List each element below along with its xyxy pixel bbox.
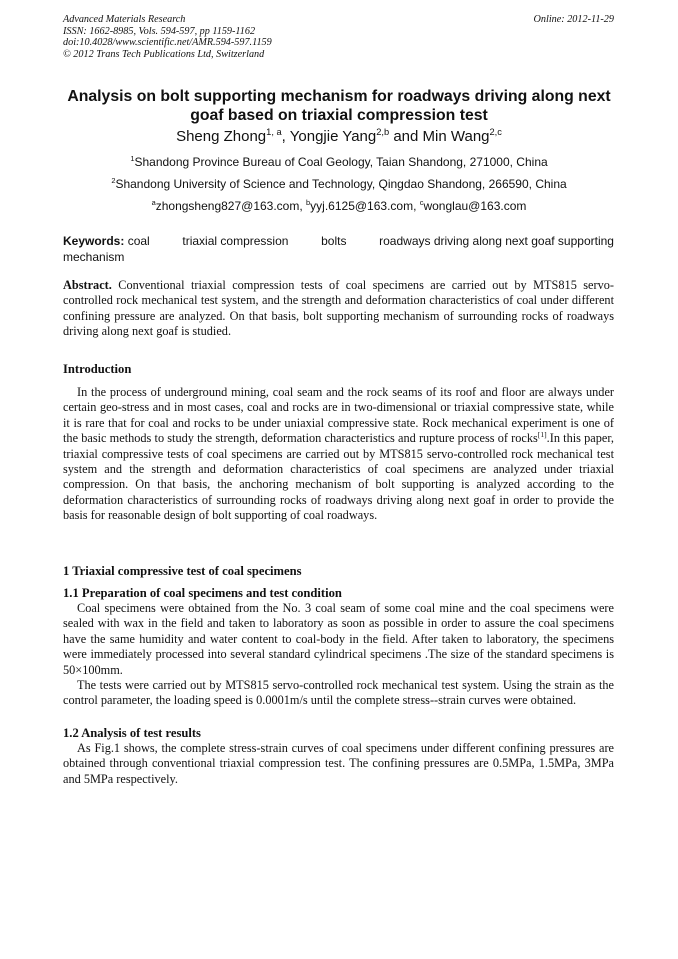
- affiliation-mark: 2: [111, 176, 116, 185]
- keyword: triaxial compression: [182, 234, 289, 248]
- author-name: Yongjie Yang: [289, 128, 377, 145]
- email-mark: c: [419, 198, 424, 207]
- author-list: [40, 128, 638, 146]
- abstract: [63, 278, 614, 340]
- subsection-heading-1-1: 1.1 Preparation of coal specimens and test condition: [63, 586, 342, 600]
- author-separator: ,: [281, 128, 290, 145]
- author-affiliation-mark: 2,c: [489, 127, 502, 137]
- paragraph-text: .In this paper, triaxial compressive tests of coal specimens are carried out by MTS815 servo-controlled rock mechanical test system and the strength and deformation characteristics of coal specimens are analyzed under triaxial compression. On that basis, the anchoring mechanism of bolt supporting is analyzed according to the deformation characteristics of surrounding rocks of roadways driving along next goaf in order to provide the basis for reasonable design of bolt supporting of coal roadways.: [63, 431, 615, 523]
- paragraph-text: Coal specimens were obtained from the No. 3 coal seam of some coal mine and the coal specimens were sealed with wax in the field and taken to laboratory as soon as possible in order to assure the coal specimens have the same humidity and water content to coal-body in the field. After taken to laboratory, the specimens were immediately processed into several standard cylindrical specimens .The size of the standard specimens is 50×100mm.: [63, 601, 614, 677]
- email-text: yyj.6125@163.com,: [310, 199, 420, 213]
- paragraph-text: The tests were carried out by MTS815 servo-controlled rock mechanical test system. Using the strain as the control parameter, the loading speed is 0.0001m/s until the complete stress--strain curves were obtained.: [63, 678, 614, 708]
- abstract-text: Conventional triaxial compression tests of coal specimens are carried out by MTS815 servo-controlled rock mechanical test system, and the strength and deformation characteristics of coal under different confining pressure are analyzed. On that basis, bolt supporting mechanism of surrounding rocks of roadways driving along next goaf is studied.: [63, 278, 614, 339]
- online-date: Online: 2012-11-29: [533, 14, 614, 25]
- keywords-label: Keywords:: [63, 234, 125, 248]
- paragraph-text: In the process of underground mining, coal seam and the rock seams of its roof and floor are always under certain geo-stress and in most cases, coal and rocks are in two-dimensional or triaxial compressive state, while it is rare that for coal and rocks to be under uniaxial compressive state. Rock mechanical experiment is one of the basic methods to study the strength, deformation characteristics and rupture process of rocks: [63, 385, 614, 446]
- journal-copyright: © 2012 Trans Tech Publications Ltd, Switzerland: [63, 48, 265, 60]
- section-heading-1: 1 Triaxial compressive test of coal specimens: [63, 564, 302, 578]
- author-affiliation-mark: 2,b: [376, 127, 390, 137]
- author-separator: and: [389, 128, 423, 145]
- paper-title: Analysis on bolt supporting mechanism for roadways driving along next goaf based on triaxial compression test: [67, 88, 611, 124]
- journal-header: [63, 14, 614, 60]
- journal-issn: ISSN: 1662-8985, Vols. 594-597, pp 1159-1162: [63, 25, 256, 37]
- paragraph-text: As Fig.1 shows, the complete stress-strain curves of coal specimens under different confining pressures are obtained through conventional triaxial compression test. The confining pressures are 0.5MPa, 1.5MPa, 3MPa and 5MPa respectively.: [63, 741, 614, 786]
- keyword: mechanism: [63, 249, 125, 264]
- affiliation-1: [40, 155, 638, 170]
- keyword: bolts: [321, 234, 347, 248]
- keyword: roadways driving along next goaf supporting: [379, 234, 614, 248]
- keywords-block: [63, 234, 614, 265]
- journal-doi: doi:10.4028/www.scientific.net/AMR.594-597.1159: [63, 37, 272, 49]
- citation-ref: [1]: [537, 430, 547, 440]
- email-mark: a: [151, 198, 156, 207]
- subsection-1-1-body: [63, 601, 614, 709]
- affiliation-2: [40, 177, 638, 192]
- email-mark: b: [306, 198, 311, 207]
- journal-name: Advanced Materials Research: [63, 14, 186, 25]
- introduction-body: [63, 385, 614, 524]
- email-text: zhongsheng827@163.com,: [155, 199, 307, 213]
- keyword: coal: [127, 234, 150, 248]
- affiliation-mark: 1: [130, 154, 135, 163]
- author-affiliation-mark: 1, a: [266, 127, 282, 137]
- author-name: Sheng Zhong: [176, 128, 267, 145]
- affiliation-text: Shandong Province Bureau of Coal Geology, Taian Shandong, 271000, China: [134, 155, 548, 169]
- author-name: Min Wang: [422, 128, 490, 145]
- subsection-heading-1-2: 1.2 Analysis of test results: [63, 726, 201, 740]
- abstract-label: Abstract.: [63, 278, 112, 292]
- keywords-line: [63, 234, 614, 250]
- affiliation-text: Shandong University of Science and Technology, Qingdao Shandong, 266590, China: [115, 177, 567, 191]
- email-line: [40, 199, 638, 214]
- subsection-1-2-body: [63, 741, 614, 787]
- email-text: wonglau@163.com: [423, 199, 527, 213]
- section-heading-introduction: Introduction: [63, 362, 132, 376]
